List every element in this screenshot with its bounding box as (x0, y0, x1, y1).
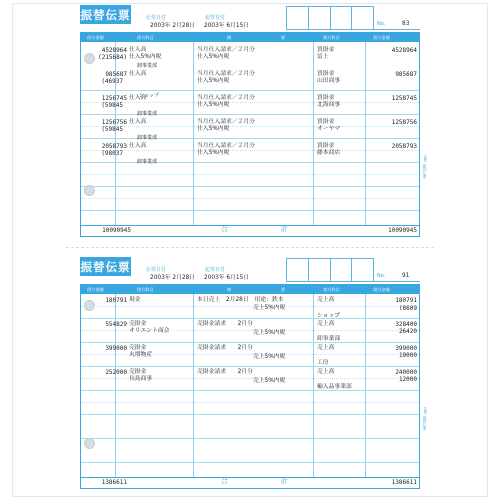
row-divider (81, 114, 419, 115)
row-divider (81, 162, 419, 163)
description-tax: 売上5%内税 (253, 378, 286, 384)
total-label-2: 計 (281, 477, 288, 485)
approval-stamp-boxes (286, 6, 374, 30)
debit-tax-amount: (59845 (101, 102, 123, 109)
row-divider (81, 366, 419, 367)
journal-table (80, 284, 420, 489)
table-header (81, 33, 419, 42)
row-subdivider (81, 174, 419, 175)
department-note: 卸事業部 (137, 63, 158, 69)
debit-amount: 399000 (105, 345, 127, 352)
debit-tax-note: 仕入5%内税 (129, 54, 162, 60)
credit-account: 買掛金 (317, 71, 335, 77)
debit-tax-amount: (46937 (101, 78, 123, 85)
entry-date: 2003年 6月15日 (204, 275, 250, 281)
total-debit: 10090945 (102, 227, 131, 234)
credit-amount: 180791 (395, 297, 417, 304)
total-row (81, 477, 419, 488)
description-tax: 仕入5%内税 (197, 126, 230, 132)
journal-table (80, 32, 420, 237)
debit-amount: 252000 (105, 369, 127, 376)
slip-no-label: No. (377, 273, 386, 279)
description-tax: 仕入5%内税 (197, 78, 230, 84)
slip-no-label: No. (377, 21, 386, 27)
entry-date-label: 起票日付 (205, 15, 226, 21)
approval-stamp-boxes (286, 258, 374, 282)
credit-sub-account: 北海商事 (317, 102, 341, 108)
header-description-2: 要 (281, 34, 286, 40)
debit-tax-amount: (215684) (98, 54, 127, 61)
credit-account: 売上高 (317, 297, 335, 303)
credit-amount: 985687 (395, 71, 417, 78)
slip-date: 2003年 2月28日 (150, 275, 196, 281)
debit-amount: 180791 (105, 297, 127, 304)
description-tax: 売上5%内税 (253, 305, 286, 311)
header-debit-amount: 借方金額 (87, 286, 104, 292)
debit-sub-account: オリエント商会 (129, 328, 170, 334)
credit-amount: 2058793 (391, 143, 417, 150)
date-label: 伝票日付 (146, 267, 167, 273)
debit-tax-amount: (98037 (101, 150, 123, 157)
row-divider (81, 210, 419, 211)
description-tax: 仕入5%内税 (197, 54, 230, 60)
credit-tax-amount: 26420 (398, 328, 417, 335)
credit-amount: 328400 (395, 321, 417, 328)
row-subdivider (81, 102, 419, 103)
transfer-slip (80, 5, 427, 245)
debit-sub-account: 長島商事 (129, 376, 153, 382)
row-divider (81, 186, 419, 187)
row-divider (81, 138, 419, 139)
slip-no: 83 (402, 21, 410, 27)
row-divider (81, 318, 419, 319)
row-subdivider (81, 198, 419, 199)
credit-sub-account: 山田商事 (317, 78, 341, 84)
debit-account: 仕入高 (129, 95, 147, 101)
description: 売掛金請求 2月分 (197, 321, 253, 327)
header-debit-account: 借方科目 (137, 286, 154, 292)
credit-sub-account: 冨士 (317, 54, 329, 60)
header-credit-account: 貸方科目 (323, 286, 340, 292)
credit-sub-account: ショップ (317, 313, 341, 319)
column-divider (313, 294, 314, 478)
description: 売掛金請求 2月分 (197, 369, 253, 375)
header-description-1: 摘 (227, 286, 232, 292)
row-divider (81, 462, 419, 463)
debit-account: 売掛金 (129, 369, 147, 375)
row-divider (81, 438, 419, 439)
credit-tax-amount: 12000 (398, 376, 417, 383)
debit-account: 売掛金 (129, 321, 147, 327)
column-divider (193, 294, 194, 478)
credit-tax-amount: (8609 (398, 305, 417, 312)
debit-account: 仕入高 (129, 143, 147, 149)
row-divider (81, 90, 419, 91)
total-label-1: 合 (221, 477, 228, 485)
header-credit-account: 貸方科目 (323, 34, 340, 40)
total-credit: 1386611 (391, 479, 417, 486)
credit-amount: 1258745 (391, 95, 417, 102)
description-tax: 売上5%内税 (253, 354, 286, 360)
credit-account: 買掛金 (317, 119, 335, 125)
debit-sub-account: 丸増物産 (129, 352, 153, 358)
form-code: OBC 振替伝票 (423, 155, 427, 179)
row-subdivider (81, 126, 419, 127)
total-label-1: 合 (221, 225, 228, 233)
credit-account: 買掛金 (317, 47, 335, 53)
credit-account: 買掛金 (317, 95, 335, 101)
row-subdivider (81, 150, 419, 151)
total-label-2: 計 (281, 225, 288, 233)
debit-amount: 1256745 (101, 95, 127, 102)
entry-date: 2003年 6月15日 (204, 23, 250, 29)
row-divider (81, 414, 419, 415)
credit-account: 売上高 (317, 345, 335, 351)
department-note: 卸事業部 (137, 111, 158, 117)
debit-tax-amount: (59845 (101, 126, 123, 133)
description: 当月仕入請求／２月分 (197, 47, 255, 53)
debit-account: 売掛金 (129, 345, 147, 351)
slip-date: 2003年 2月28日 (150, 23, 196, 29)
credit-tax-amount: 19000 (398, 352, 417, 359)
description: 当月仕入請求／２月分 (197, 143, 255, 149)
credit-amount: 399000 (395, 345, 417, 352)
header-credit-amount: 貸方金額 (373, 286, 390, 292)
slip-title: 振替伝票 (80, 257, 131, 276)
description: 本日売上 2月28日 用途：鉄本 (197, 297, 284, 303)
debit-account: 現金 (129, 297, 141, 303)
credit-amount: 4528964 (391, 47, 417, 54)
row-divider (81, 390, 419, 391)
row-subdivider (81, 402, 419, 403)
header-description-2: 要 (281, 286, 286, 292)
table-header (81, 285, 419, 294)
slip-no-underline (374, 29, 420, 30)
header-debit-account: 借方科目 (137, 34, 154, 40)
debit-account: 仕入高 (129, 119, 147, 125)
perforation-line (66, 247, 434, 248)
description-tax: 仕入5%内税 (197, 102, 230, 108)
description: 当月仕入請求／２月分 (197, 119, 255, 125)
department-note: 卸事業部 (137, 135, 158, 141)
description: 当月仕入請求／２月分 (197, 71, 255, 77)
debit-amount: 4528964 (101, 47, 127, 54)
transfer-slip (80, 257, 427, 497)
department-note: 卸事業部 (317, 336, 341, 342)
description-tax: 売上5%内税 (253, 330, 286, 336)
total-debit: 1386611 (101, 479, 127, 486)
header-description-1: 摘 (227, 34, 232, 40)
credit-sub-account: 工房 (317, 360, 329, 366)
debit-account: 仕入高 (129, 71, 147, 77)
debit-amount: 554829 (105, 321, 127, 328)
debit-amount: 2058793 (101, 143, 127, 150)
header-credit-amount: 貸方金額 (373, 34, 390, 40)
slip-title: 振替伝票 (80, 5, 131, 24)
debit-account: 仕入高 (129, 47, 147, 53)
department-note: 卸事業部 (137, 159, 158, 165)
slip-no: 91 (402, 273, 410, 279)
header-debit-amount: 借方金額 (87, 34, 104, 40)
total-row (81, 225, 419, 236)
debit-sub-account: ショップ (139, 93, 159, 99)
credit-amount: 1258756 (391, 119, 417, 126)
row-divider (81, 342, 419, 343)
form-code: OBC 振替伝票 (423, 407, 427, 431)
credit-amount: 240000 (395, 369, 417, 376)
description: 当月仕入請求／２月分 (197, 95, 255, 101)
description: 売掛金請求 2月分 (197, 345, 253, 351)
credit-account: 売上高 (317, 369, 335, 375)
date-label: 伝票日付 (146, 15, 167, 21)
debit-amount: 985687 (105, 71, 127, 78)
column-divider (365, 294, 366, 478)
credit-sub-account: 輸入品事業部 (317, 384, 352, 390)
slip-no-underline (374, 281, 420, 282)
credit-sub-account: オーヤマ (317, 126, 341, 132)
debit-amount: 1256756 (101, 119, 127, 126)
total-credit: 10090945 (388, 227, 417, 234)
credit-account: 買掛金 (317, 143, 335, 149)
credit-sub-account: 藤本商店 (317, 150, 341, 156)
description-tax: 仕入5%内税 (197, 150, 230, 156)
entry-date-label: 起票日付 (205, 267, 226, 273)
credit-account: 売上高 (317, 321, 335, 327)
